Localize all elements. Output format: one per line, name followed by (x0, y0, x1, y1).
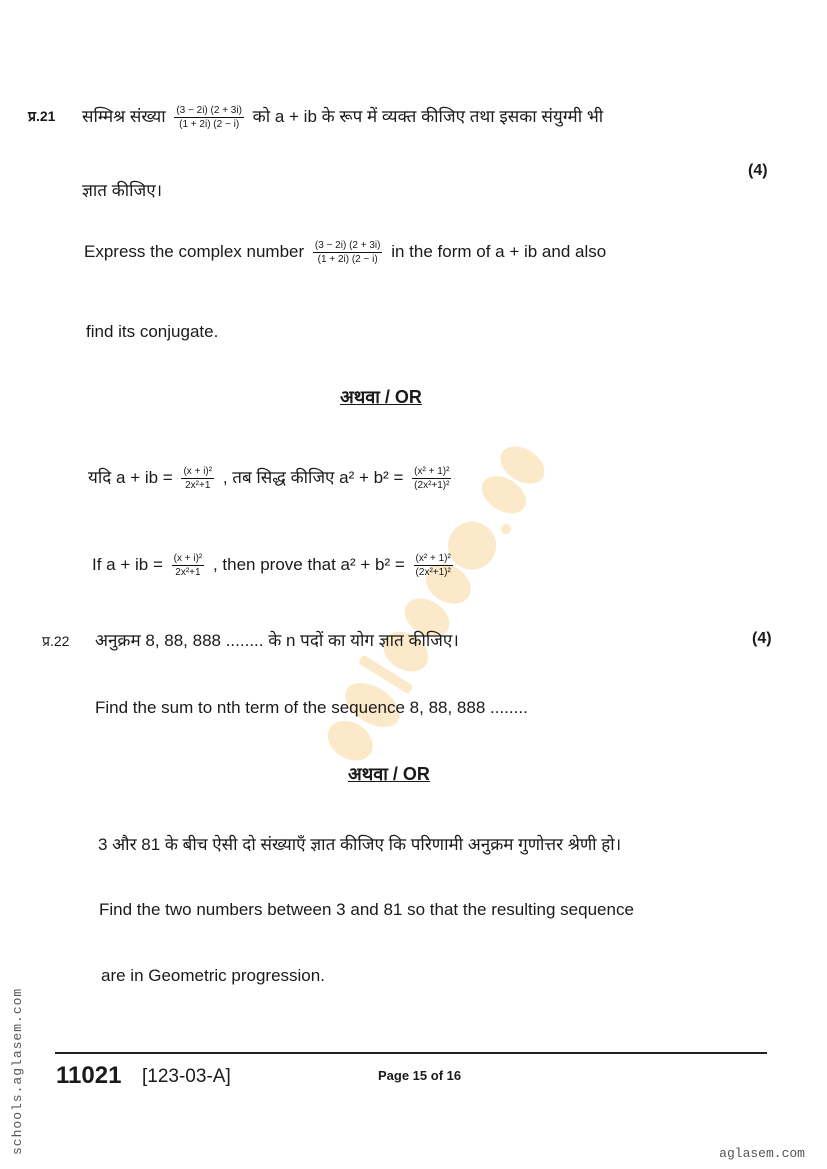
fraction (313, 240, 383, 265)
fraction (172, 553, 205, 578)
text: , तब सिद्ध कीजिए a² + b² = (222, 468, 404, 487)
q21-alt-hindi (88, 465, 455, 491)
numerator: (x + i)² (173, 553, 203, 564)
q21-english-line1 (84, 240, 606, 265)
page-number: Page 15 of 16 (378, 1068, 462, 1083)
denominator: (2x²+1)² (415, 567, 451, 578)
marks: (4) (748, 162, 768, 179)
q21-hindi-line1 (82, 104, 603, 130)
q21-hindi-line2: ज्ञात कीजिए। (82, 181, 163, 200)
text: If a + ib = (92, 554, 163, 574)
denominator: (1 + 2i) (2 − i) (317, 254, 378, 265)
text: in the form of a + ib and also (391, 241, 607, 261)
denominator: 2x²+1 (175, 567, 201, 578)
numerator: (3 − 2i) (2 + 3i) (314, 240, 381, 251)
or-divider: अथवा / OR (348, 764, 430, 784)
q21-alt-english (92, 553, 457, 578)
fraction (174, 105, 244, 130)
numerator: (x² + 1)² (415, 553, 451, 564)
question-number: प्र.21 (28, 108, 56, 124)
q22-alt-english-line1: Find the two numbers between 3 and 81 so that the resulting sequence (99, 900, 634, 919)
or-divider: अथवा / OR (340, 387, 422, 407)
marks: (4) (752, 630, 772, 647)
text: यदि a + ib = (88, 468, 173, 487)
denominator: 2x²+1 (185, 480, 211, 492)
denominator: (1 + 2i) (2 − i) (179, 119, 240, 131)
fraction (412, 466, 451, 491)
paper-code: 11021 (56, 1062, 122, 1089)
text: को a + ib के रूप में व्यक्त कीजिए तथा इसका संयुग्मी भी (252, 107, 604, 126)
numerator: (3 − 2i) (2 + 3i) (176, 105, 242, 117)
fraction (181, 466, 214, 491)
text: सम्मिश्र संख्या (82, 107, 166, 126)
question-number: प्र.22 (42, 633, 70, 649)
side-watermark: schools.aglasem.com (10, 987, 25, 1155)
q22-alt-hindi: 3 और 81 के बीच ऐसी दो संख्याएँ ज्ञात कीजिए कि परिणामी अनुक्रम गुणोत्तर श्रेणी हो। (98, 835, 622, 854)
corner-watermark: aglasem.com (719, 1146, 805, 1161)
footer-divider (55, 1052, 767, 1054)
q22-alt-english-line2: are in Geometric progression. (101, 966, 325, 985)
text: Express the complex number (84, 241, 305, 261)
numerator: (x + i)² (183, 466, 213, 478)
text: , then prove that a² + b² = (212, 554, 405, 574)
paper-set: [123-03-A] (142, 1066, 231, 1087)
denominator: (2x²+1)² (414, 480, 450, 492)
q22-english: Find the sum to nth term of the sequence 8, 88, 888 ........ (95, 698, 528, 717)
numerator: (x² + 1)² (414, 466, 450, 478)
q22-hindi: अनुक्रम 8, 88, 888 ........ के n पदों का योग ज्ञात कीजिए। (95, 631, 459, 650)
q21-english-line2: find its conjugate. (86, 322, 219, 341)
fraction (414, 553, 453, 578)
